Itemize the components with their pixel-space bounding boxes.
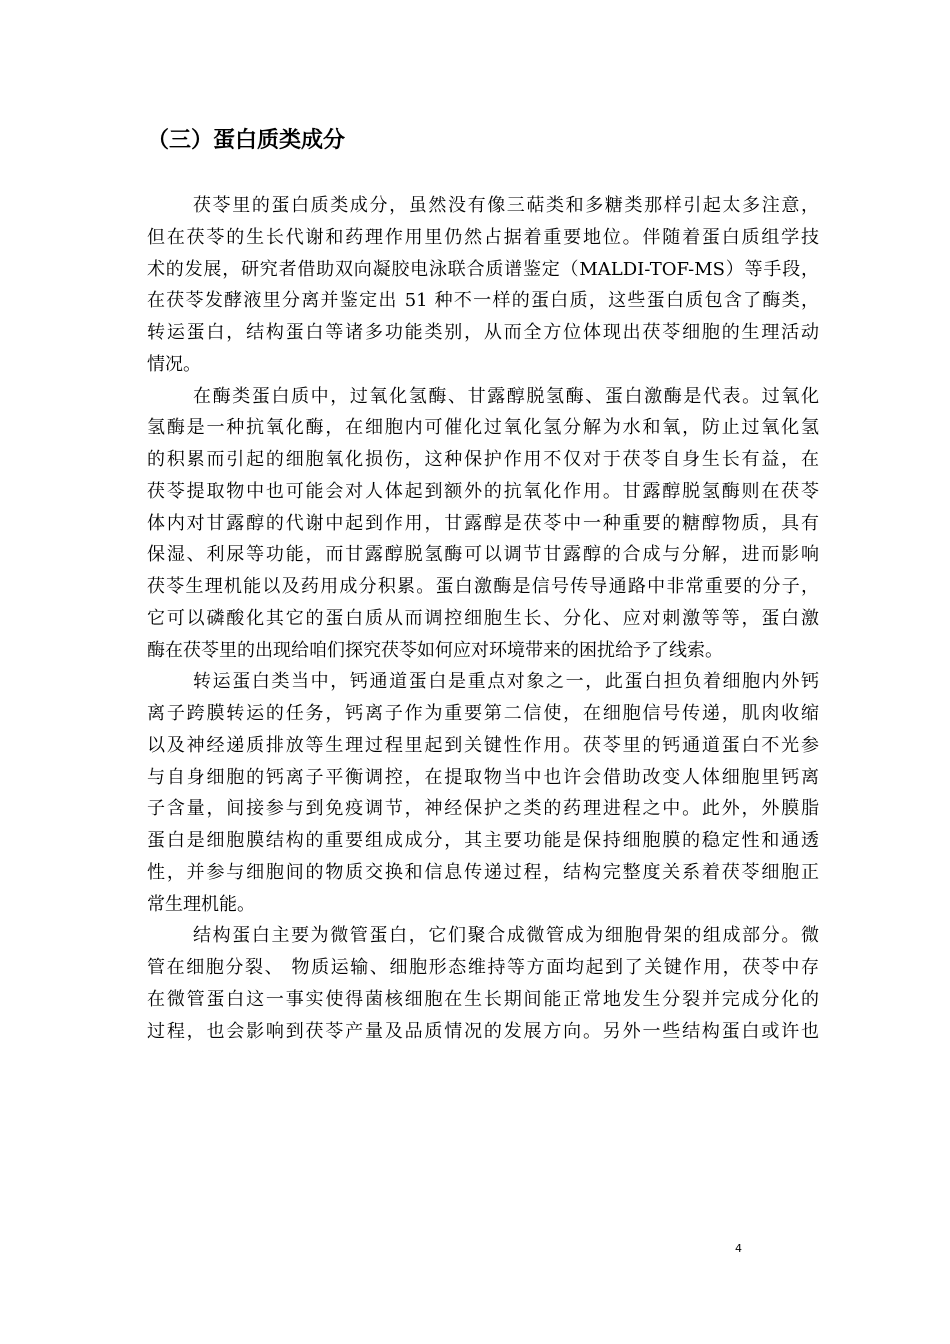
page-number: 4 xyxy=(735,1242,742,1255)
text-line: 与自身细胞的钙离子平衡调控，在提取物当中也许会借助改变人体细胞里钙离 xyxy=(147,766,819,788)
text-line: 保湿、利尿等功能，而甘露醇脱氢酶可以调节甘露醇的合成与分解，进而影响 xyxy=(147,544,819,566)
text-line: 但在茯苓的生长代谢和药理作用里仍然占据着重要地位。伴随着蛋白质组学技 xyxy=(147,226,819,248)
text-line: 常生理机能。 xyxy=(147,893,255,915)
text-line: 离子跨膜转运的任务，钙离子作为重要第二信使，在细胞信号传递，肌肉收缩 xyxy=(147,703,819,724)
text-line: 体内对甘露醇的代谢中起到作用，甘露醇是茯苓中一种重要的糖醇物质，具有 xyxy=(147,512,819,534)
text-line: 的积累而引起的细胞氧化损伤，这种保护作用不仅对于茯苓自身生长有益，在 xyxy=(147,449,819,470)
text-line: 性，并参与细胞间的物质交换和信息传递过程，结构完整度关系着茯苓细胞正 xyxy=(147,861,819,883)
text-line: 茯苓提取物中也可能会对人体起到额外的抗氧化作用。甘露醇脱氢酶则在茯苓 xyxy=(147,480,819,502)
text-line: 术的发展，研究者借助双向凝胶电泳联合质谱鉴定（MALDI-TOF-MS）等手段， xyxy=(147,258,819,280)
text-line: 管在细胞分裂、 物质运输、细胞形态维持等方面均起到了关键作用，茯苓中存 xyxy=(147,957,819,978)
text-line: 茯苓里的蛋白质类成分，虽然没有像三萜类和多糖类那样引起太多注意， xyxy=(193,195,819,216)
text-line: 在茯苓发酵液里分离并鉴定出 51 种不一样的蛋白质，这些蛋白质包含了酶类， xyxy=(147,290,819,312)
text-line: 以及神经递质排放等生理过程里起到关键性作用。茯苓里的钙通道蛋白不光参 xyxy=(147,734,819,756)
text-line: 酶在茯苓里的出现给咱们探究茯苓如何应对环境带来的困扰给予了线索。 xyxy=(147,639,723,661)
text-line: 过程，也会影响到茯苓产量及品质情况的发展方向。另外一些结构蛋白或许也 xyxy=(147,1020,819,1042)
text-line: 情况。 xyxy=(147,353,201,375)
text-line: 转运蛋白，结构蛋白等诸多功能类别，从而全方位体现出茯苓细胞的生理活动 xyxy=(147,322,819,343)
text-line: 蛋白是细胞膜结构的重要组成成分，其主要功能是保持细胞膜的稳定性和通透 xyxy=(147,830,819,851)
section-heading: （三）蛋白质类成分 xyxy=(147,128,346,153)
text-line: 它可以磷酸化其它的蛋白质从而调控细胞生长、分化、应对刺激等等，蛋白激 xyxy=(147,607,819,629)
body-text xyxy=(147,190,819,1047)
text-line: 氢酶是一种抗氧化酶，在细胞内可催化过氧化氢分解为水和氧，防止过氧化氢 xyxy=(147,417,819,439)
text-line: 结构蛋白主要为微管蛋白，它们聚合成微管成为细胞骨架的组成部分。微 xyxy=(193,925,819,947)
text-line: 转运蛋白类当中，钙通道蛋白是重点对象之一，此蛋白担负着细胞内外钙 xyxy=(193,671,819,693)
text-line: 在酶类蛋白质中，过氧化氢酶、甘露醇脱氢酶、蛋白激酶是代表。过氧化 xyxy=(193,385,819,407)
text-line: 子含量，间接参与到免疫调节，神经保护之类的药理进程之中。此外，外膜脂 xyxy=(147,798,819,820)
text-line: 在微管蛋白这一事实使得菌核细胞在生长期间能正常地发生分裂并完成分化的 xyxy=(147,988,819,1010)
text-line: 茯苓生理机能以及药用成分积累。蛋白激酶是信号传导通路中非常重要的分子， xyxy=(147,576,819,597)
